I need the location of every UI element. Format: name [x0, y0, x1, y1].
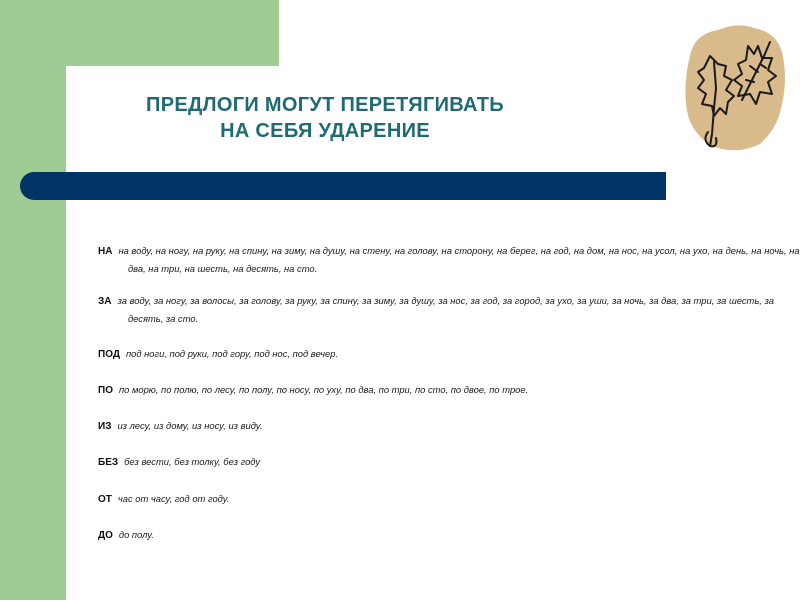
- preposition-label: БЕЗ: [98, 457, 119, 468]
- examples-text: за воду, за ногу, за волосы, за голову, за руку, за спину, за зиму, за душу, за нос, за год, за город, за ухо, за уши, за ночь, за два, за три, за шесть, за десять, за сто.: [117, 295, 774, 324]
- examples-text: из лесу, из дому, из носу, из виду.: [117, 420, 263, 431]
- examples-text: на воду, на ногу, на руку, на спину, на зиму, на душу, на стену, на голову, на сторону, на берег, на год, на дом, на нос, на усол, на ухо, на день, на ночь, на два, на три, на шесть, на десять, на сто.: [118, 245, 800, 274]
- examples-text: под ноги, под руки, под гору, под нос, под вечер.: [125, 348, 339, 359]
- rule-item-za: [98, 292, 800, 327]
- examples-text: по морю, по полю, по лесу, по полу, по носу, по уху, по два, по три, по сто, по двое, по трое.: [118, 384, 529, 395]
- preposition-label: ПО: [98, 385, 113, 396]
- rule-item-iz: [98, 417, 800, 435]
- preposition-label: ОТ: [98, 494, 112, 505]
- title-line-2: НА СЕБЯ УДАРЕНИЕ: [220, 120, 430, 142]
- rule-item-bez: [98, 453, 800, 471]
- green-side-stripe: [0, 0, 66, 600]
- title-line-1: ПРЕДЛОГИ МОГУТ ПЕРЕТЯГИВАТЬ: [146, 94, 504, 116]
- rule-item-na: [98, 242, 800, 277]
- rule-item-pod: [98, 345, 800, 363]
- preposition-label: ПОД: [98, 349, 120, 360]
- preposition-label: ДО: [98, 530, 113, 541]
- preposition-label: НА: [98, 246, 113, 257]
- rule-item-po: [98, 381, 800, 399]
- title-divider-bar: [20, 172, 666, 200]
- examples-text: без вести, без толку, без году: [124, 456, 261, 467]
- green-top-block: [66, 0, 279, 66]
- examples-text: час от часу, год от году.: [117, 493, 230, 504]
- preposition-label: ЗА: [98, 296, 112, 307]
- slide-title: [80, 92, 570, 144]
- examples-text: до полу.: [118, 529, 154, 540]
- rule-item-do: [98, 526, 800, 544]
- preposition-label: ИЗ: [98, 421, 112, 432]
- rule-item-ot: [98, 490, 800, 508]
- leaf-clipart-icon: [680, 16, 790, 156]
